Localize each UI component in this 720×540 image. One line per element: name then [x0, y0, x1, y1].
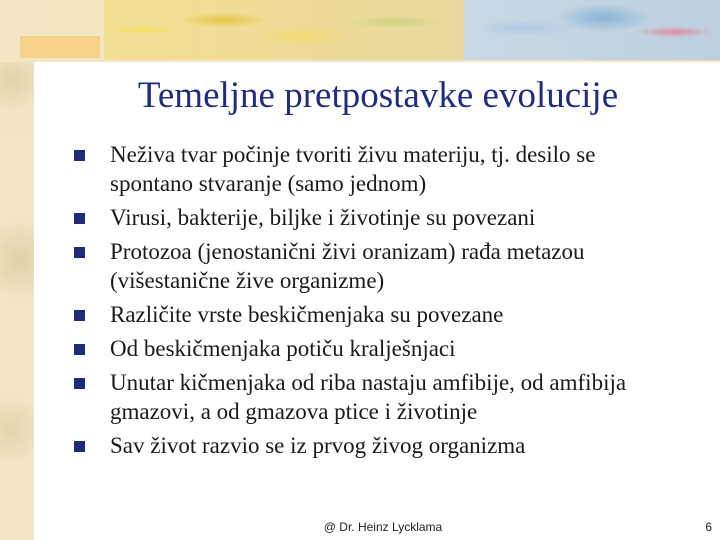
bullet-text: Od beskičmenjaka potiču kralješnjaci: [110, 336, 456, 361]
page-number: 6: [705, 520, 712, 534]
bullet-item: [74, 300, 674, 329]
square-bullet-icon: [74, 344, 85, 355]
bullet-list: [74, 140, 674, 465]
bullet-text: Sav život razvio se iz prvog živog organizma: [110, 433, 526, 458]
bullet-item: [74, 203, 674, 232]
bullet-text: Virusi, bakterije, biljke i životinje su povezani: [110, 205, 536, 230]
bullet-text: Unutar kičmenjaka od riba nastaju amfibije, od amfibija gmazovi, a od gmazova ptice i životinje: [110, 370, 627, 424]
bullet-item: [74, 431, 674, 460]
slide-footer: @ Dr. Heinz Lycklama: [323, 520, 443, 534]
banner-segment: [20, 36, 100, 58]
bullet-item: [74, 334, 674, 363]
decorative-top-banner: [0, 0, 720, 62]
banner-flower-image: [464, 0, 720, 60]
bullet-text: Različite vrste beskičmenjaka su povezane: [110, 302, 504, 327]
bullet-item: [74, 368, 674, 426]
bullet-text: Protozoa (jenostanični živi oranizam) rađa metazou (višestanične žive organizme): [110, 239, 585, 293]
bullet-item: [74, 237, 674, 295]
bullet-text: Neživa tvar počinje tvoriti živu materiju, tj. desilo se spontano stvaranje (samo jednom): [110, 142, 596, 196]
square-bullet-icon: [74, 310, 85, 321]
slide-title: Temeljne pretpostavke evolucije: [137, 75, 619, 116]
square-bullet-icon: [74, 247, 85, 258]
square-bullet-icon: [74, 378, 85, 389]
square-bullet-icon: [74, 150, 85, 161]
square-bullet-icon: [74, 213, 85, 224]
square-bullet-icon: [74, 441, 85, 452]
bullet-item: [74, 140, 674, 198]
banner-flower-image: [104, 0, 464, 60]
